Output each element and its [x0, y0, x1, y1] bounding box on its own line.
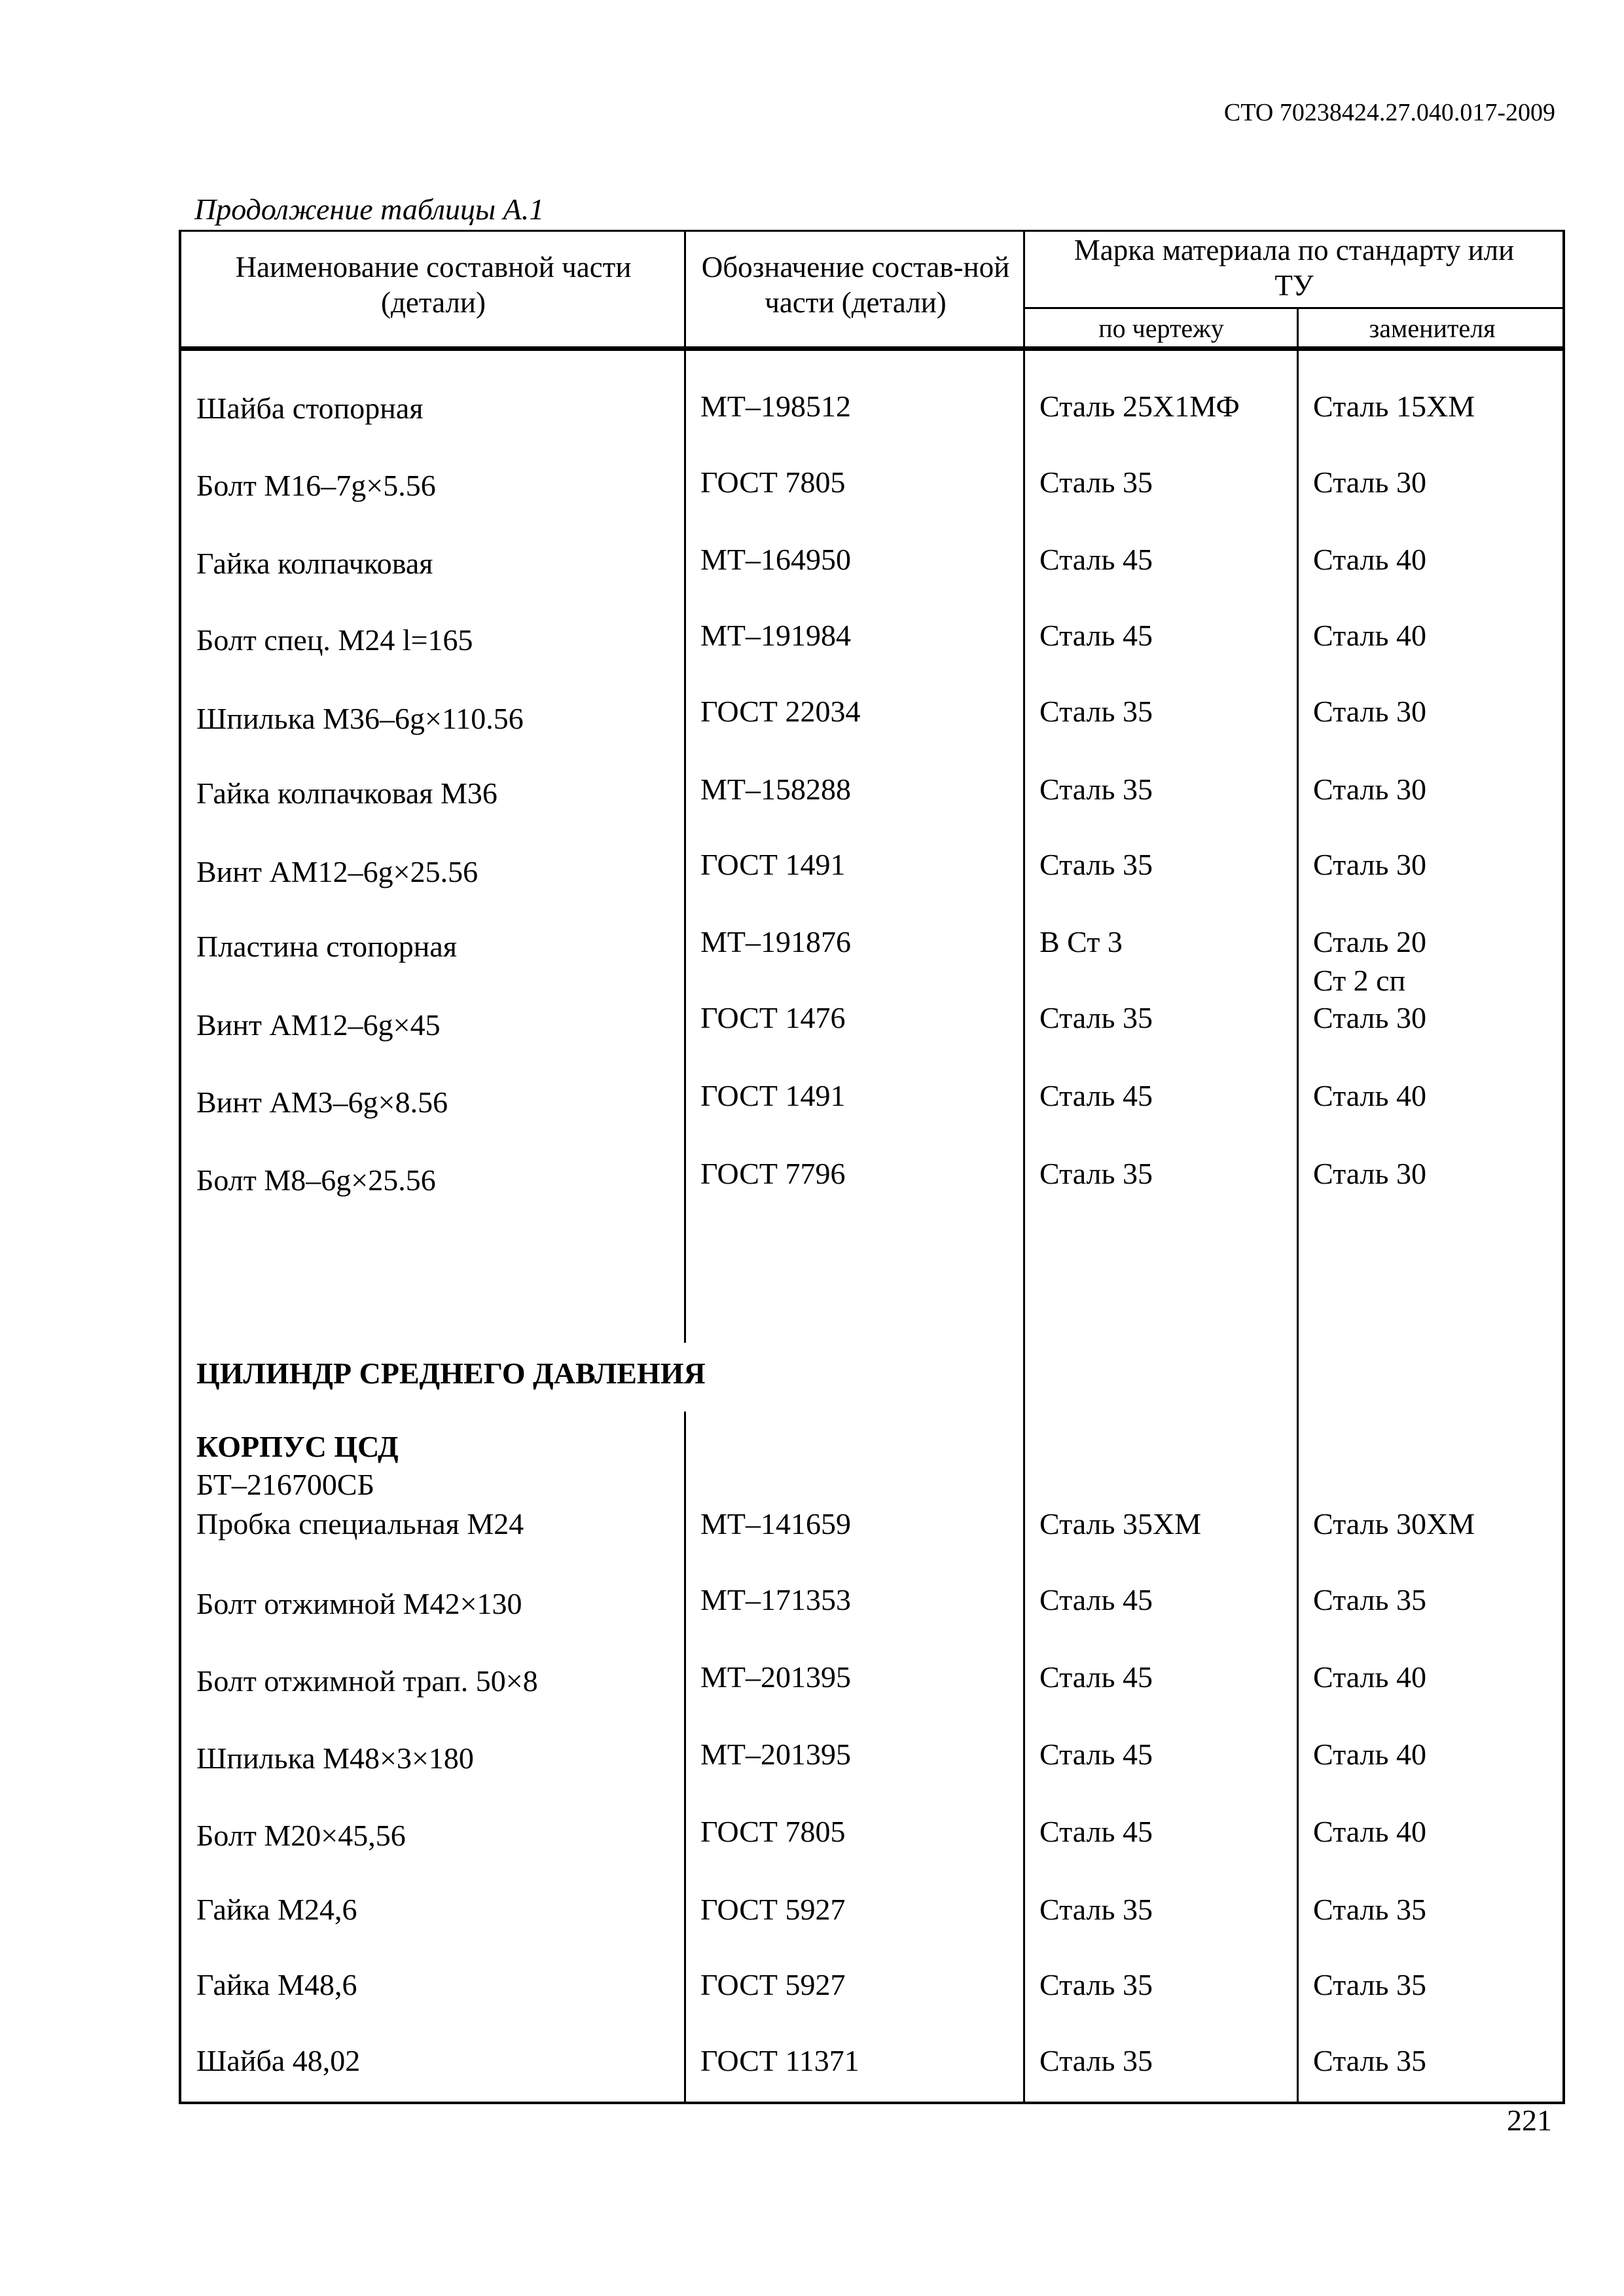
col-divider-1a	[684, 230, 686, 1343]
cell-material: Сталь 35	[1039, 465, 1153, 499]
cell-name: Шпилька М48×3×180	[196, 1741, 474, 1775]
cell-substitute: Сталь 35	[1313, 2044, 1426, 2077]
cell-name: Шайба 48,02	[196, 2044, 361, 2077]
cell-name: Пробка специальная М24	[196, 1507, 524, 1540]
header-bottom-border	[181, 346, 1565, 351]
col-divider-2	[1023, 230, 1025, 2104]
cell-code: ГОСТ 1491	[700, 1079, 846, 1112]
cell-code: ГОСТ 11371	[700, 2044, 859, 2077]
cell-name: Винт АМ12–6g×45	[196, 1008, 441, 1042]
header-by-drawing: по чертежу	[1098, 314, 1224, 343]
cell-material: Сталь 45	[1039, 543, 1153, 576]
cell-substitute: Сталь 35	[1313, 1968, 1426, 2001]
cell-substitute: Сталь 40	[1313, 1738, 1426, 1771]
cell-material: Сталь 45	[1039, 1079, 1153, 1112]
cell-code: МТ–171353	[700, 1583, 851, 1616]
cell-code: МТ–191876	[700, 925, 851, 958]
cell-substitute: Сталь 35	[1313, 1893, 1426, 1926]
cell-material: Сталь 45	[1039, 619, 1153, 652]
cell-material: Сталь 45	[1039, 1815, 1153, 1848]
cell-name: Болт М20×45,56	[196, 1819, 406, 1852]
cell-substitute: Сталь 40	[1313, 1660, 1426, 1694]
cell-code: ГОСТ 7805	[700, 465, 846, 499]
cell-material: Сталь 35	[1039, 695, 1153, 728]
cell-material: В Ст 3	[1039, 925, 1123, 958]
parts-table	[179, 230, 1565, 2104]
header-designation: Обозначение состав-ной части (детали)	[701, 251, 1010, 319]
cell-code: МТ–158288	[700, 773, 851, 806]
cell-material: Сталь 35	[1039, 773, 1153, 806]
cell-substitute: Сталь 30	[1313, 773, 1426, 806]
cell-material: Сталь 35	[1039, 1157, 1153, 1190]
cell-material: Сталь 45	[1039, 1738, 1153, 1771]
cell-code: ГОСТ 1491	[700, 848, 846, 881]
cell-substitute: Сталь 40	[1313, 1079, 1426, 1112]
cell-material: Сталь 45	[1039, 1583, 1153, 1616]
cell-substitute: Сталь 15ХМ	[1313, 390, 1475, 423]
col-divider-3	[1297, 307, 1299, 2104]
cell-name: Гайка колпачковая М36	[196, 776, 497, 810]
cell-substitute: Сталь 30	[1313, 695, 1426, 728]
cell-substitute: Сталь 30	[1313, 1001, 1426, 1034]
cell-name: Болт М8–6g×25.56	[196, 1163, 436, 1197]
cell-name: Болт М16–7g×5.56	[196, 469, 436, 502]
page-number: 221	[1507, 2104, 1552, 2137]
cell-material: Сталь 35	[1039, 2044, 1153, 2077]
cell-code: МТ–141659	[700, 1507, 851, 1540]
cell-name: Винт АМ3–6g×8.56	[196, 1085, 448, 1119]
cell-material: Сталь 35	[1039, 1893, 1153, 1926]
cell-name: Винт АМ12–6g×25.56	[196, 855, 478, 888]
table-top-border	[181, 230, 1565, 232]
cell-name: Болт отжимной М42×130	[196, 1587, 522, 1620]
group-title: КОРПУС ЦСД	[196, 1430, 399, 1463]
cell-material: Сталь 45	[1039, 1660, 1153, 1694]
header-name: Наименование составной части (детали)	[235, 251, 632, 319]
cell-code: ГОСТ 5927	[700, 1968, 846, 2001]
cell-name: Пластина стопорная	[196, 930, 457, 963]
cell-code: ГОСТ 7796	[700, 1157, 846, 1190]
cell-material: Сталь 35	[1039, 848, 1153, 881]
cell-code: ГОСТ 5927	[700, 1893, 846, 1926]
cell-substitute: Сталь 30	[1313, 465, 1426, 499]
cell-name: Болт спец. М24 l=165	[196, 623, 473, 657]
cell-name: Гайка колпачковая	[196, 547, 433, 580]
cell-substitute: Сталь 40	[1313, 1815, 1426, 1848]
cell-substitute-alt: Ст 2 сп	[1313, 964, 1406, 997]
section-title: ЦИЛИНДР СРЕДНЕГО ДАВЛЕНИЯ	[196, 1357, 706, 1390]
group-code: БТ–216700СБ	[196, 1468, 375, 1501]
cell-name: Шпилька М36–6g×110.56	[196, 702, 524, 735]
cell-code: МТ–191984	[700, 619, 851, 652]
cell-material: Сталь 35	[1039, 1968, 1153, 2001]
cell-substitute: Сталь 35	[1313, 1583, 1426, 1616]
cell-substitute: Сталь 40	[1313, 619, 1426, 652]
cell-substitute: Сталь 30	[1313, 848, 1426, 881]
cell-code: ГОСТ 7805	[700, 1815, 846, 1848]
document-code: СТО 70238424.27.040.017-2009	[1223, 99, 1555, 126]
cell-name: Гайка М24,6	[196, 1893, 357, 1926]
cell-code: МТ–201395	[700, 1738, 851, 1771]
cell-name: Шайба стопорная	[196, 392, 424, 425]
header-sub-divider	[1023, 307, 1565, 309]
cell-name: Болт отжимной трап. 50×8	[196, 1664, 538, 1698]
cell-code: ГОСТ 22034	[700, 695, 861, 728]
cell-name: Гайка М48,6	[196, 1968, 357, 2001]
cell-code: МТ–201395	[700, 1660, 851, 1694]
cell-substitute: Сталь 40	[1313, 543, 1426, 576]
cell-code: МТ–198512	[700, 390, 851, 423]
cell-substitute: Сталь 20	[1313, 925, 1426, 958]
cell-code: ГОСТ 1476	[700, 1001, 846, 1034]
cell-material: Сталь 35ХМ	[1039, 1507, 1202, 1540]
col-divider-1b	[684, 1412, 686, 2104]
cell-substitute: Сталь 30ХМ	[1313, 1507, 1475, 1540]
cell-substitute: Сталь 30	[1313, 1157, 1426, 1190]
cell-material: Сталь 25Х1МФ	[1039, 390, 1240, 423]
cell-material: Сталь 35	[1039, 1001, 1153, 1034]
cell-code: МТ–164950	[700, 543, 851, 576]
header-substitute: заменителя	[1369, 314, 1496, 343]
table-caption: Продолжение таблицы А.1	[194, 192, 545, 226]
header-material: Марка материала по стандарту или ТУ	[1074, 234, 1515, 302]
